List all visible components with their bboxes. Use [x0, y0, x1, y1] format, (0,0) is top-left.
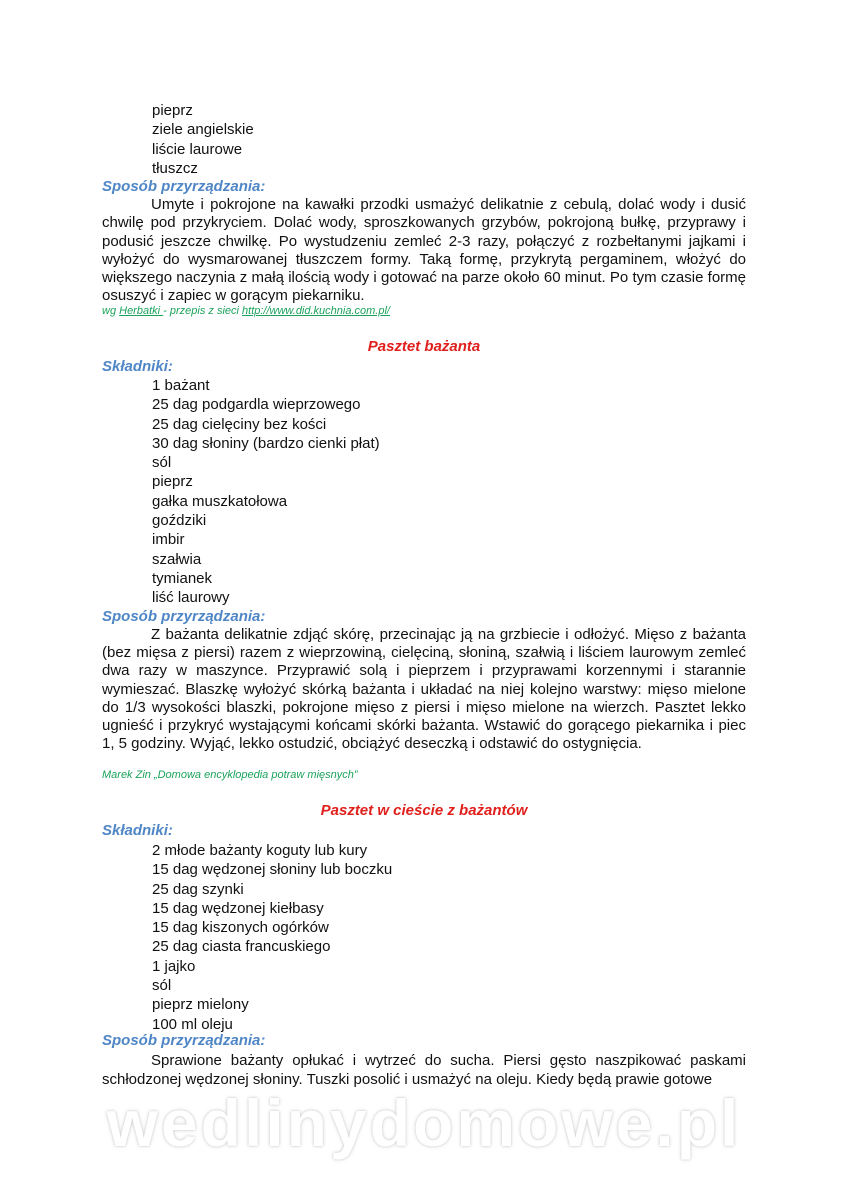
recipe-source — [102, 305, 390, 317]
recipe-source: Marek Zin „Domowa encyklopedia potraw mięsnych” — [102, 769, 358, 781]
ingredient-item: tłuszcz — [152, 159, 198, 177]
ingredient-item: 15 dag kiszonych ogórków — [152, 919, 329, 937]
ingredient-item: goździki — [152, 512, 207, 530]
ingredient-item: 1 bażant — [152, 377, 210, 394]
method-heading: Sposób przyrządzania: — [102, 1032, 266, 1049]
recipe-title: Pasztet bażanta — [367, 338, 481, 355]
method-text: Z bażanta delikatnie zdjąć skórę, przecinając ją na grzbiecie i odłożyć. Mięso z bażanta (bez mięsa z piersi) razem z wieprzowiną, cielęciną, słoniną, szałwią i liściem laurowym zemleć dwa razy w maszynce. Przyprawić solą i pieprzem i przyprawami korzennymi i starannie wymieszać. Blaszkę wyłożyć skórką bażanta i układać na niej kolejno warstwy: mięso mielone do 1/3 wysokości blaszki, pokrojone mięso z piersi i mięso mielone na wierzch. Pasztet lekko ugnieść i przykryć wystającymi końcami skórki bażanta. Wstawić do gorącego piekarnika i piec 1, 5 godziny. Wyjąć, lekko ostudzić, obciążyć deseczką i odstawić do ostygnięcia. — [102, 626, 746, 753]
ingredient-item: 15 dag wędzonej kiełbasy — [152, 899, 324, 917]
ingredient-item: pieprz — [152, 473, 193, 491]
ingredient-item: 25 dag ciasta francuskiego — [152, 938, 331, 956]
ingredient-item: 25 dag szynki — [152, 880, 244, 898]
ingredient-item: 25 dag cielęciny bez kości — [152, 415, 327, 433]
method-heading: Sposób przyrządzania: — [102, 608, 266, 625]
ingredient-item: gałka muszkatołowa — [152, 492, 288, 510]
ingredient-list-2 — [152, 841, 392, 1034]
ingredient-item: 2 młode bażanty koguty lub kury — [152, 842, 368, 859]
source-mid: - przepis z sieci — [163, 305, 243, 317]
ingredient-item: ziele angielskie — [152, 121, 254, 139]
ingredient-item: pieprz mielony — [152, 996, 249, 1014]
ingredient-item: 15 dag wędzonej słoniny lub boczku — [152, 861, 393, 879]
ingredient-item: sól — [152, 977, 172, 995]
ingredient-item: 25 dag podgardla wieprzowego — [152, 396, 361, 414]
watermark: wedlinydomowe.pl — [106, 1086, 742, 1160]
ingredient-item: 1 jajko — [152, 957, 196, 975]
source-prefix: wg — [102, 305, 120, 317]
method-text: Umyte i pokrojone na kawałki przodki usmażyć delikatnie z cebulą, dolać wody i dusić chwilę pod przykryciem. Dolać wody, sproszkowanych grzybów, pokrojoną bułkę, przyprawy i podusić jeszcze chwilkę. Po wystudzeniu zemleć 2-3 razy, połączyć z rozbełtanymi jajkami i wyłożyć do wysmarowanej tłuszczem formy. Taką formę, przykrytą pergaminem, włożyć do większego naczynia z małą ilością wody i gotować na parze około 60 minut. Po tym czasie formę osuszyć i zapiec w gorącym piekarniku. — [102, 196, 746, 305]
ingredient-item: liść laurowy — [152, 589, 230, 607]
source-author-link[interactable]: Herbatki — [119, 305, 164, 317]
ingredients-heading: Składniki: — [102, 822, 173, 839]
method-text: Sprawione bażanty opłukać i wytrzeć do sucha. Piersi gęsto naszpikować paskami schłodzonej wędzonej słoniny. Tuszki posolić i usmażyć na oleju. Kiedy będą prawie gotowe — [102, 1052, 746, 1088]
ingredients-heading: Składniki: — [102, 358, 173, 375]
ingredient-item: 30 dag słoniny (bardzo cienki płat) — [152, 434, 380, 452]
ingredient-item: szałwia — [152, 550, 202, 568]
ingredient-item: imbir — [152, 531, 185, 549]
source-url-link[interactable]: http://www.did.kuchnia.com.pl/ — [242, 305, 390, 317]
ingredient-item: tymianek — [152, 569, 213, 587]
recipe-title: Pasztet w cieście z bażantów — [320, 802, 528, 819]
ingredient-item: pieprz — [152, 102, 193, 119]
ingredient-list-0 — [152, 101, 254, 178]
ingredient-item: sól — [152, 454, 172, 472]
ingredient-item: 100 ml oleju — [152, 1015, 233, 1033]
ingredient-item: liście laurowe — [152, 140, 243, 158]
ingredient-list-1 — [152, 376, 380, 608]
method-heading: Sposób przyrządzania: — [102, 178, 266, 195]
